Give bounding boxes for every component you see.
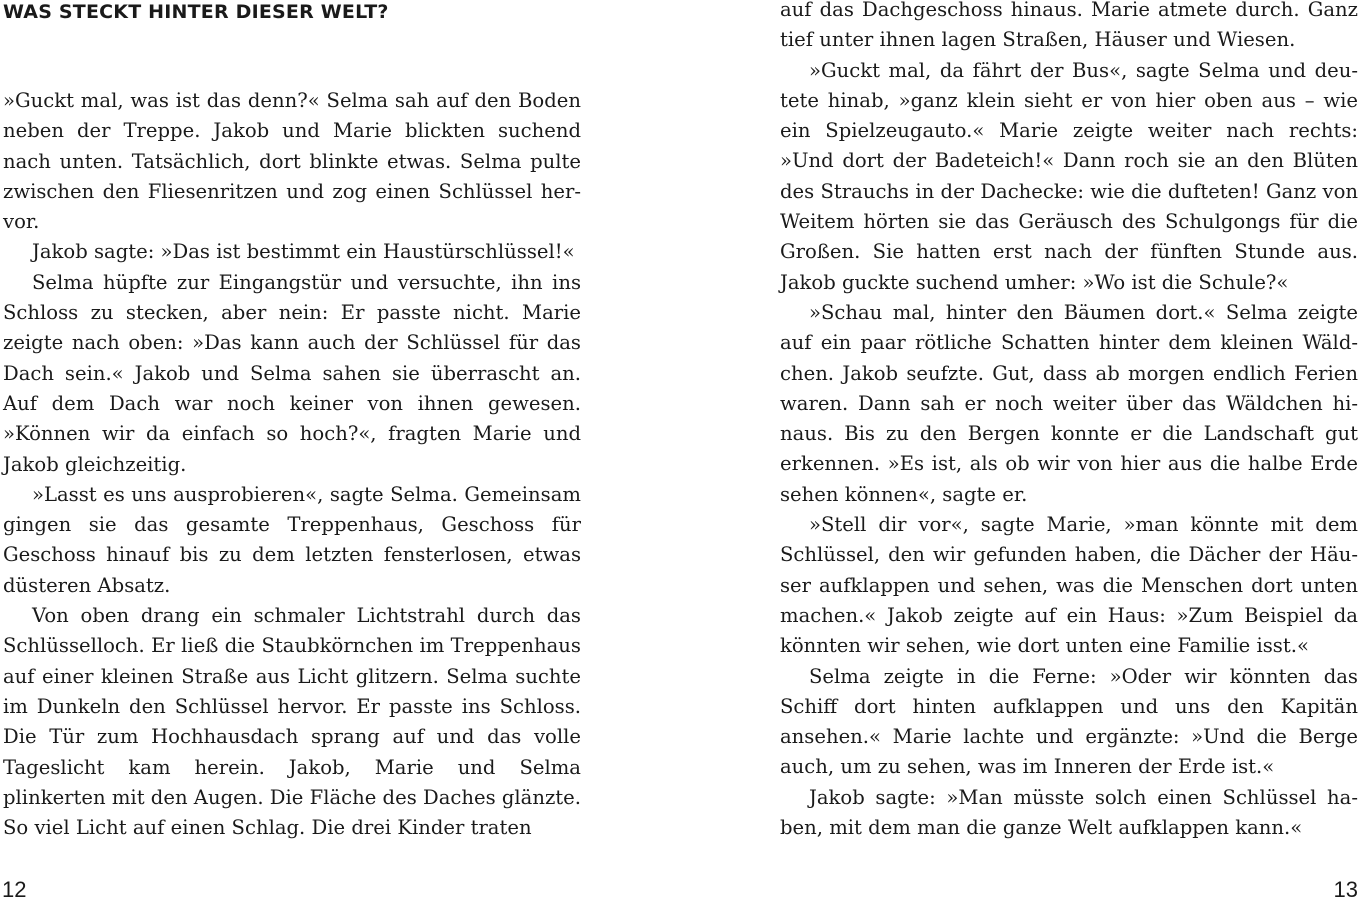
paragraph: »Stell dir vor«, sagte Marie, »man könnte mit dem Schlüssel, den wir gefunden haben, die Dächer der Häuser aufklappen und sehen, was die Menschen dort unten machen.« Jakob zeigte auf ein Haus: »Zum Beispiel da könnten wir sehen, wie dort unten eine Familie isst.« — [780, 513, 1358, 658]
paragraph: »Guckt mal, was ist das denn?« Selma sah auf den Boden neben der Treppe. Jakob und Marie blickten suchend nach unten. Tatsächlich, dort blinkte etwas. Selma pulte zwischen den Fliesenritzen und zog einen Schlüssel hervor. — [3, 89, 581, 234]
paragraph: Selma hüpfte zur Eingangstür und versuchte, ihn ins Schloss zu stecken, aber nein: Er passte nicht. Marie zeigte nach oben: »Das kann auch der Schlüssel für das Dach sein.« Jakob und Selma sahen sie überrascht an. Auf dem Dach war noch keiner von ihnen gewesen. »Können wir da einfach so hoch?«, fragten Marie und Jakob gleichzeitig. — [3, 270, 581, 476]
paragraph: auf das Dachgeschoss hinaus. Marie atmete durch. Ganz tief unter ihnen lagen Straßen, Häuser und Wiesen. — [780, 0, 1358, 52]
paragraph: Selma zeigte in die Ferne: »Oder wir könnten das Schiff dort hinten aufklappen und uns den Kapitän ansehen.« Marie lachte und ergänzte: »Und die Berge auch, um zu sehen, was im Inneren der Erde ist.« — [780, 664, 1358, 779]
right-page — [780, 0, 1358, 904]
paragraph: »Guckt mal, da fährt der Bus«, sagte Selma und deutete hinab, »ganz klein sieht er von hier oben aus – wie ein Spielzeugauto.« Marie zeigte weiter nach rechts: »Und dort der Badeteich!« Dann roch sie an den Blüten des Strauchs in der Dachecke: wie die dufteten! Ganz von Weitem hörten sie das Geräusch des Schulgongs für die Großen. Sie hatten erst nach der fünften Stunde aus. Jakob guckte suchend umher: »Wo ist die Schule?« — [780, 58, 1358, 294]
paragraph: Von oben drang ein schmaler Lichtstrahl durch das Schlüsselloch. Er ließ die Staubkörnchen im Treppenhaus auf einer kleinen Straße aus Licht glitzern. Selma suchte im Dunkeln den Schlüssel hervor. Er passte ins Schloss. Die Tür zum Hochhausdach sprang auf und das volle Tageslicht kam herein. Jakob, Marie und Selma plinkerten mit den Augen. Die Fläche des Daches glänzte. So viel Licht auf einen Schlag. Die drei Kinder traten — [3, 604, 581, 840]
page-number-left: 12 — [2, 877, 27, 902]
paragraph: »Lasst es uns ausprobieren«, sagte Selma. Gemeinsam gingen sie das gesamte Treppenhaus, Geschoss für Geschoss hinauf bis zu dem letzten fensterlosen, etwas düsteren Absatz. — [3, 482, 581, 597]
paragraph: »Schau mal, hinter den Bäumen dort.« Selma zeigte auf ein paar rötliche Schatten hinter dem kleinen Wäldchen. Jakob seufzte. Gut, dass ab morgen endlich Ferien waren. Dann sah er noch weiter über das Wäldchen hinaus. Bis zu den Bergen konnte er die Landschaft gut erkennen. »Es ist, als ob wir von hier aus die halbe Erde sehen können«, sagte er. — [780, 300, 1358, 506]
chapter-heading: WAS STECKT HINTER DIESER WELT? — [3, 1, 389, 23]
right-page-body — [780, 0, 1358, 843]
paragraph: Jakob sagte: »Das ist bestimmt ein Haustürschlüssel!« — [32, 240, 575, 264]
left-page — [3, 0, 581, 904]
paragraph: Jakob sagte: »Man müsste solch einen Schlüssel haben, mit dem man die ganze Welt aufklappen kann.« — [780, 785, 1358, 840]
page-number-right: 13 — [1333, 877, 1358, 902]
left-page-body — [3, 86, 581, 843]
